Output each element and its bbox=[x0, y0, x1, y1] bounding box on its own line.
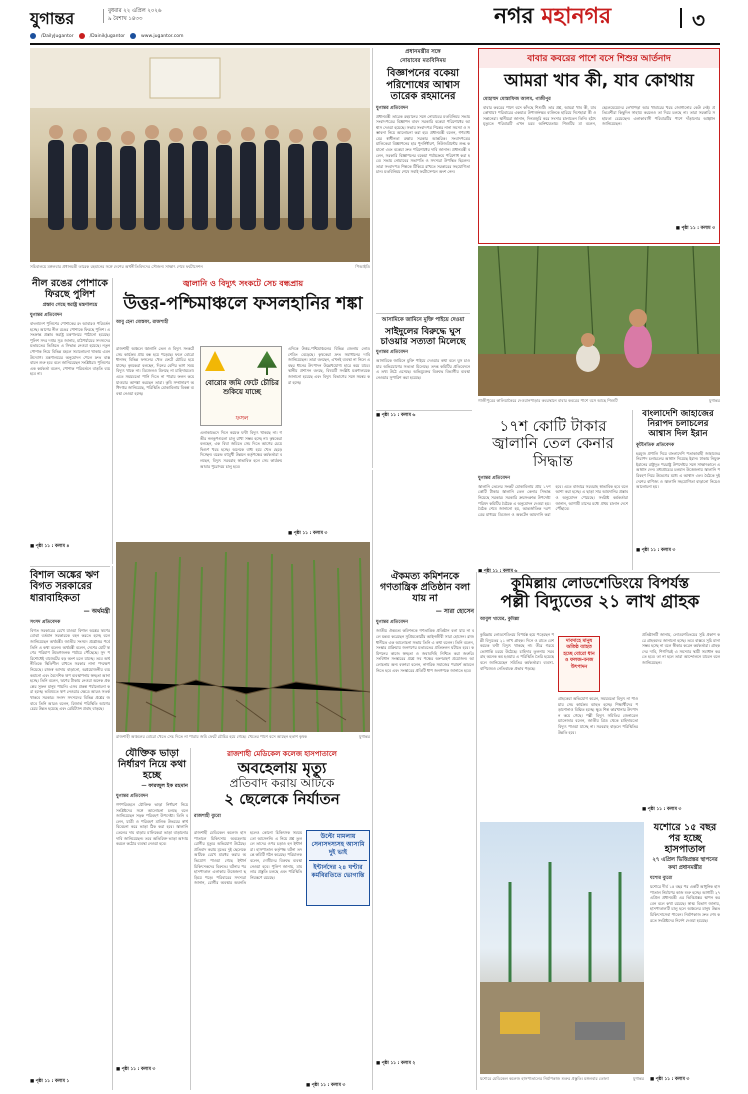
unity-body: জাতীয় ঐকমত্য কমিশনকে গণতান্ত্রিক প্রতিষ্ঠান বলা যায় না বলে মন্তব্য করেছেন সুপ্রিমকোর্টের আইনজীবী সারা হোসেন। রাজধানীতে এক আলোচনা সভায় তিনি এ কথা বলেন। তিনি বলেন, সংস্কার প্রক্রিয়ায় জনগণের মতামতের প্রতিফলন ঘটাতে হবে। কমিশনের কাজে স্বচ্ছতা ও জবাবদিহি নিশ্চিত করা জরুরি। সংবিধান সংস্কারের প্রশ্নে সব পক্ষের অংশগ্রহণ প্রয়োজন। আলোচনায় অন্য বক্তারা বলেন, নাগরিক সমাজের পরামর্শ আমলে নিতে হবে এবং সংস্কারের প্রতিটি ধাপ জনগণকে জানাতে হবে। bbox=[376, 628, 474, 673]
youtube-icon bbox=[79, 33, 85, 39]
hospital-continuation[interactable]: ■ পৃষ্ঠা ১১ : কলাম ৩ bbox=[306, 1083, 346, 1088]
fare-headline: যৌক্তিক ভাড়া নির্ধারণ নিয়ে কথা হচ্ছে bbox=[117, 748, 187, 782]
tarek-sub-body: আসামিকে জামিনে মুক্তি পাইয়ে দেওয়ার কথা বলে ঘুস চাওয়ার অভিযোগের সত্যতা মিলেছে। তদন্ত কমিটির প্রতিবেদনে এ তথ্য উঠে এসেছে। অভিযুক্তের বিরুদ্ধে বিভাগীয় ব্যবস্থা নেওয়ার সুপারিশ করা হয়েছে। bbox=[376, 358, 470, 380]
social-link-website[interactable]: www.jugantor.com bbox=[141, 33, 184, 39]
social-link-facebook[interactable]: /DailyJugantor bbox=[41, 33, 74, 39]
tarek-sub-byline: যুগান্তর প্রতিবেদন bbox=[376, 350, 409, 356]
construction-site-illustration bbox=[480, 822, 644, 1074]
hospital-body-extra bbox=[306, 910, 370, 1078]
iran-story bbox=[636, 410, 720, 570]
police-headline: নীল রঙের পোশাকে ফিরছে পুলিশ bbox=[32, 278, 108, 301]
fare-author: — ফারজুল ইক রহমান bbox=[141, 783, 188, 790]
section-title-nagar: নগর bbox=[494, 4, 534, 29]
top-photo-caption: সচিবালয়ে মঙ্গলবার প্রধানমন্ত্রী তারেক রহমানের সঙ্গে দেশের অর্থনীতিবিদদের সৌজন্য সাক্ষাৎ শেষে ফটোসেশন পিআইডি bbox=[30, 264, 370, 269]
crop-photo bbox=[116, 542, 370, 732]
tarek-story bbox=[376, 48, 470, 468]
debt-continuation[interactable]: ■ পৃষ্ঠা ১১ : কলাম ১ bbox=[30, 1078, 70, 1084]
debt-headline: বিশাল অঙ্কের ঋণ বিগত সরকারের ধারাবাহিকতা bbox=[30, 570, 99, 604]
debt-byline: সংসদ প্রতিবেদক bbox=[30, 619, 61, 625]
logo-divider bbox=[103, 9, 104, 23]
cracked-field-illustration bbox=[116, 542, 370, 732]
hospital-headline-3: ২ ছেলেকে নির্যাতন bbox=[224, 790, 340, 809]
tarek-kicker-2: নোয়াবের মতবিনিময় bbox=[400, 58, 446, 64]
crop-body-1: রাজশাহী অঞ্চলে জ্বালানি তেল ও বিদ্যুৎ সংকটে সেচ কার্যক্রম প্রায় বন্ধ হয়ে পড়েছে। ফলে বোরো ধানসহ বিভিন্ন ফসলের খেত ফেটে চৌচির হয়ে যাচ্ছে। কৃষকেরা বলছেন, দিনের বেশির ভাগ সময় বিদ্যুৎ থাকে না। ডিজেলও মিলছে না চাহিদামতো। এতে সময়মতো পানি দিতে না পারায় ফলন কমে যাওয়ার আশঙ্কা করছেন তারা। কৃষি সম্প্রসারণ অধিদপ্তর জানিয়েছে, পরিস্থিতি মোকাবিলায় বিকল্প ব্যবস্থা নেওয়া হচ্ছে। bbox=[116, 346, 194, 396]
debt-author: — অর্থমন্ত্রী bbox=[83, 607, 110, 615]
crop-inset-warning-icon bbox=[205, 351, 225, 371]
baba-body: বাবার কবরের পাশে বসে কাঁদছে শিশুটি। তার প্রশ্ন, আমরা খাব কী, যাব কোথায়? পরিবারের একমাত্র উপার্জনক্ষম ব্যক্তিকে হারিয়ে দিশেহারা স্ত্রী ও সন্তানেরা। স্থানীয়রা জানান, দিনমজুরি করে সংসার চালাতেন তিনি। হঠাৎ মৃত্যুতে পরিবারটি এখন চরম অনিশ্চয়তায়। শিশুটির মা বলেন, ছেলেমেয়েদের লেখাপড়া আর খাবারের খরচ জোগানোর কেউ নেই। প্রতিবেশীরা কিছুদিন সাহায্য করলেও তা দিয়ে চলছে না। তারা সরকারি সহায়তা চেয়েছেন। এলাকাবাসী পরিবারটির পাশে দাঁড়ানোর আহ্বান জানিয়েছেন। bbox=[483, 104, 715, 127]
fare-story bbox=[116, 748, 188, 1090]
hospital-headline-2: প্রতিবাদ করায় আটকে bbox=[229, 776, 335, 791]
jessore-sub: ২৭ এপ্রিল ভিত্তিপ্রস্তর স্থাপনের কথা প্রধানমন্ত্রীর bbox=[652, 857, 718, 872]
divider-fare bbox=[190, 748, 191, 1090]
jessore-story bbox=[650, 822, 720, 1090]
iran-headline: বাংলাদেশি জাহাজের নিরাপদ চলাচলের আশ্বাস দিল ইরান bbox=[642, 409, 714, 439]
tarek-sub-headline: সাইদুলের বিরুদ্ধে ঘুস চাওয়ার সত্যতা মিলেছে bbox=[380, 326, 466, 347]
comilla-top-rule bbox=[478, 572, 720, 573]
baba-caption: গাজীপুরের কালিয়াকৈরে দেওয়ানপাড়ার কবরস্থানে বাবার কবরের পাশে বসে আছে শিশুটি যুগান্তর bbox=[478, 398, 720, 403]
unity-headline: ঐকমত্য কমিশনকে গণতান্ত্রিক প্রতিষ্ঠান বলা যায় না bbox=[380, 571, 470, 604]
group-photo-illustration bbox=[30, 48, 370, 262]
fare-body: গণপরিবহনে যৌক্তিক ভাড়া নির্ধারণ নিয়ে সংশ্লিষ্টদের সঙ্গে আলোচনা চলছে বলে জানিয়েছেন সড়ক পরিবহণ উপদেষ্টা। তিনি বলেন, যাত্রী ও পরিবহণ মালিক উভয়ের স্বার্থ বিবেচনা করে ভাড়া ঠিক করা হবে। জ্বালানি তেলের দাম বাড়ায় মালিকেরা ভাড়া বাড়ানোর দাবি জানিয়েছেন। তবে অতিরিক্ত ভাড়া আদায় করলে কঠোর ব্যবস্থা নেওয়া হবে। bbox=[116, 802, 188, 847]
tarek-headline: বিজ্ঞাপনের বকেয়া পরিশোধের আশ্বাস তারেক রহমানের bbox=[386, 68, 460, 102]
comilla-byline: আবুল খায়ের, কুমিল্লা bbox=[480, 617, 520, 623]
hospital-pullquote-2: ইন্টার্নদের ২৪ ঘণ্টার কর্মবিরতিতে ভোগান্তি bbox=[311, 864, 365, 879]
divider-debt bbox=[30, 566, 110, 567]
child-at-grave-illustration bbox=[478, 246, 720, 396]
hospital-body: রাজশাহী মেডিকেল কলেজ হাসপাতালে চিকিৎসায় অবহেলায় রোগীর মৃত্যুর অভিযোগ উঠেছে। প্রতিবাদ করায় মৃতের দুই ছেলেকে আটকে রেখে মারধর করার অভিযোগ পাওয়া গেছে ইন্টার্ন চিকিৎসকদের বিরুদ্ধে। ঘটনার পর হাসপাতাল এলাকায় উত্তেজনা ছড়িয়ে পড়ে। পরিবারের সদস্যরা জানান, রোগীর অবস্থার অবনতি হলেও কোনো চিকিৎসক সময়মতো আসেননি। এ নিয়ে প্রশ্ন তুললে তাদের ওপর চড়াও হন ইন্টার্নরা। হাসপাতাল কর্তৃপক্ষ ঘটনা তদন্তে কমিটি গঠন করেছে। পরিচালক বলেন, দোষীদের বিরুদ্ধে ব্যবস্থা নেওয়া হবে। পুলিশ জানায়, মামলার প্রস্তুতি চলছে এবং পরিস্থিতি নিয়ন্ত্রণে রয়েছে। bbox=[194, 830, 302, 886]
crop-byline: আবু হেনা মোস্তফা, রাজশাহী bbox=[116, 320, 169, 326]
jessore-body: যশোরে দীর্ঘ ১৫ বছর পর একটি আধুনিক হাসপাতাল নির্মাণের কাজ শুরু হচ্ছে। আগামী ২৭ এপ্রিল প্রধানমন্ত্রী এর ভিত্তিপ্রস্তর স্থাপন করবেন বলে কথা রয়েছে। স্বাস্থ্য বিভাগ জানায়, হাসপাতালটি চালু হলে অঞ্চলের মানুষ উন্নত চিকিৎসাসেবা পাবেন। নির্মাণকাজ দ্রুত শেষ করতে সংশ্লিষ্টদের নির্দেশ দেওয়া হয়েছে। bbox=[650, 884, 720, 923]
unity-byline: যুগান্তর প্রতিবেদন bbox=[376, 620, 409, 626]
tarek-sub-rule bbox=[376, 313, 470, 314]
jessore-photo bbox=[480, 822, 644, 1074]
comilla-body-2: গ্রাহকেরা অভিযোগ করেন, সময়মতো বিদ্যুৎ না পাওয়ায় সেচ কার্যক্রম ব্যাহত হচ্ছে। শিক্ষার্থীদের পড়াশোনাও বিঘ্নিত হচ্ছে। ক্ষুদ্র শিল্প কারখানার উৎপাদন কমে গেছে। পল্লী বিদ্যুৎ সমিতির জেনারেল ম্যানেজার বলেন, জাতীয় গ্রিড থেকে চাহিদামতো বিদ্যুৎ পাওয়া যাচ্ছে না। সরবরাহ বাড়লে পরিস্থিতির উন্নতি হবে। bbox=[558, 696, 638, 735]
jessore-headline: যশোরে ১৫ বছর পর হচ্ছে হাসপাতাল bbox=[653, 822, 717, 856]
social-link-youtube[interactable]: /DainikJugantor bbox=[89, 33, 126, 39]
iran-body: হরমুজ প্রণালি দিয়ে বাংলাদেশি পতাকাবাহী জাহাজের নিরাপদ চলাচলের আশ্বাস দিয়েছে ইরান। ঢাকায় নিযুক্ত ইরানের রাষ্ট্রদূত পররাষ্ট্র উপদেষ্টার সঙ্গে সাক্ষাৎকালে এ আশ্বাস দেন। মধ্যপ্রাচ্যের চলমান উত্তেজনায় জ্বালানি পরিবহণ নিয়ে উদ্বেগের মধ্যে এ আশ্বাস এল। বৈঠকে দুই দেশের বাণিজ্য ও জ্বালানি সহযোগিতা বাড়ানো নিয়েও আলোচনা হয়। bbox=[636, 450, 720, 490]
fare-byline: যুগান্তর প্রতিবেদন bbox=[116, 794, 149, 800]
police-kicker: প্রস্তাব গেছে স্বরাষ্ট্র মন্ত্রণালয়ে bbox=[42, 303, 98, 309]
unity-story bbox=[376, 572, 474, 1090]
police-body: বাংলাদেশ পুলিশের পোশাকের রং আবারও পরিবর্তন হচ্ছে। আগের নীল রঙের পোশাকে ফিরছে পুলিশ। এ সংক্রান্ত প্রস্তাব স্বরাষ্ট্র মন্ত্রণালয়ে পাঠানো হয়েছে। পুলিশ সদর দপ্তর সূত্র জানায়, মাঠপর্যায়ের সদস্যদের মতামতের ভিত্তিতে এ সিদ্ধান্ত নেওয়া হয়েছে। নতুন পোশাক নিয়ে বিভিন্ন মহলে সমালোচনা থাকায় এমন উদ্যোগ। মন্ত্রণালয়ের অনুমোদন পেলে দ্রুত বাস্তবায়ন শুরু হবে বলে জানিয়েছেন সংশ্লিষ্টরা। পুলিশের এক কর্মকর্তা বলেন, পোশাক পরিবর্তনে বাড়তি ব্যয় হবে না। bbox=[30, 321, 110, 377]
section-title bbox=[494, 4, 611, 30]
masthead bbox=[0, 0, 748, 44]
divider-unity bbox=[372, 470, 373, 1090]
top-photo-credit: পিআইডি bbox=[355, 264, 370, 269]
debt-story bbox=[30, 570, 110, 1090]
jessore-byline: যশোর ব্যুরো bbox=[650, 876, 673, 882]
crop-body-3: এদিকে উত্তর-পশ্চিমাঞ্চলের বিভিন্ন জেলায় লোডশেডিং বেড়েছে। কৃষকেরা দ্রুত সমাধানের দাবি জানিয়েছেন। তারা বলছেন, এখনই ব্যবস্থা না নিলে এ বছর ধানের উৎপাদন উল্লেখযোগ্য হারে কমে যাবে। স্থানীয় প্রশাসন বলছে, বিষয়টি সংশ্লিষ্ট মন্ত্রণালয়কে জানানো হয়েছে এবং বিদ্যুৎ বিভাগের সঙ্গে সমন্বয় করা হচ্ছে। bbox=[288, 346, 370, 385]
hospital-story bbox=[194, 748, 370, 1090]
crop-caption: রাজশাহী অঞ্চলের বোরো খেতে সেচ দিতে না পারায় জমি ফেটে চৌচির হয়ে গেছে। খেতের পাশে বসে আছেন হতাশ কৃষক যুগান্তর bbox=[116, 734, 370, 739]
section-divider bbox=[680, 8, 682, 28]
jessore-continuation[interactable]: ■ পৃষ্ঠা ১১ : কলাম ৩ bbox=[650, 1077, 690, 1083]
oil-body: জ্বালানি তেলের সংকট মোকাবিলায় প্রায় ১৭শ কোটি টাকার জ্বালানি তেল কেনার সিদ্ধান্ত নিয়েছে সরকার। সরকারি ক্রয়সংক্রান্ত উপদেষ্টা পরিষদ কমিটির বৈঠকে এ অনুমোদন দেওয়া হয়। বৈঠক শেষে জানানো হয়, আন্তর্জাতিক দরপত্রের মাধ্যমে ডিজেল ও অকটেন আমদানি করা হবে। এতে বাজারে সরবরাহ স্বাভাবিক হবে বলে আশা করা হচ্ছে। এ ছাড়া সার আমদানির প্রস্তাবও অনুমোদন পেয়েছে। সংশ্লিষ্ট কর্মকর্তারা জানান, আগামী মাসের মধ্যে প্রথম চালান দেশে পৌঁছাবে। bbox=[478, 483, 628, 517]
crop-inset bbox=[200, 346, 282, 426]
crop-credit: যুগান্তর bbox=[358, 734, 370, 739]
unity-continuation[interactable]: ■ পৃষ্ঠা ১১ : কলাম ২ bbox=[376, 1061, 416, 1067]
tarek-body: প্রধানমন্ত্রী তারেক রহমানের সঙ্গে নোয়াবের মতবিনিময় সভায় সংবাদপত্রের বিজ্ঞাপন বাবদ সরকারি বকেয়া পরিশোধের আশ্বাস দেওয়া হয়েছে। সভায় সংবাদপত্র শিল্পের নানা সমস্যা ও সম্ভাবনা নিয়ে আলোচনা করা হয়। প্রধানমন্ত্রী বলেন, গণমাধ্যমের স্বাধীনতা রক্ষায় সরকার আন্তরিক। সংবাদপত্রের মালিকেরা বিজ্ঞাপনের হার পুনর্নির্ধারণ, নিউজপ্রিন্টের শুল্ক কমানো এবং বকেয়া দ্রুত পরিশোধের দাবি জানান। প্রধানমন্ত্রী বলেন, সরকারি বিজ্ঞাপনের বকেয়া পর্যায়ক্রমে পরিশোধ করা হবে। সভায় নোয়াবের সভাপতি ও সদস্যরা উপস্থিত ছিলেন। তারা সংবাদপত্র শিল্পকে টিকিয়ে রাখতে সরকারের সহযোগিতা চান। মতবিনিময় শেষে সবাই ফটোসেশনে অংশ নেন। bbox=[376, 113, 470, 175]
baba-kicker: বাবার কবরের পাশে বসে শিশুর আর্তনাদ bbox=[479, 49, 719, 68]
fare-continuation[interactable]: ■ পৃষ্ঠা ১১ : কলাম ৩ bbox=[116, 1067, 156, 1073]
hospital-byline: রাজশাহী ব্যুরো bbox=[194, 814, 221, 820]
section-title-mohanagar: মহানগর bbox=[541, 4, 612, 29]
hospital-headline-1: অবহেলায় মৃত্যু bbox=[237, 759, 327, 777]
tarek-byline: যুগান্তর প্রতিবেদন bbox=[376, 105, 409, 111]
baba-byline: মোহাম্মদ মোস্তাফিজ আলম, গাজীপুর bbox=[483, 96, 551, 102]
crop-inset-title: বোরোর জমি ফেটে চৌচির শুকিয়ে যাচ্ছে bbox=[205, 379, 279, 396]
tarek-sub-kicker: আসামিকে জামিনে মুক্তি পাইয়ে দেওয়া bbox=[381, 316, 465, 323]
oil-byline: যুগান্তর প্রতিবেদন bbox=[478, 475, 511, 481]
crop-continuation[interactable]: ■ পৃষ্ঠা ১১ : কলাম ৩ bbox=[288, 531, 328, 536]
divider-oil-iran bbox=[632, 410, 633, 570]
masthead-rule bbox=[30, 43, 720, 45]
date-line-1: বুধবার ২২ এপ্রিল ২০২৬ bbox=[108, 8, 162, 14]
oil-headline: ১৭শ কোটি টাকার জ্বালানি তেল কেনার সিদ্ধান্ত bbox=[492, 417, 614, 470]
baba-continuation[interactable]: ■ পৃষ্ঠা ১১ : কলাম ৩ bbox=[675, 225, 715, 231]
comilla-body-3: প্রতিষ্ঠানটি জানায়, লোডশেডিংয়ের সূচি প্রকাশ করে গ্রাহকদের জানানো হচ্ছে। তবে বাস্তবে সূচি মানা সম্ভব হচ্ছে না বলে স্বীকার করেন কর্মকর্তারা। গ্রাহকদের দাবি, শিগগিরই এ সমস্যার স্থায়ী সমাধান করতে হবে। তা না হলে তারা আন্দোলনে যাবেন বলে জানিয়েছেন। bbox=[642, 632, 720, 665]
divider-tarek bbox=[372, 48, 373, 468]
date-line-2: ৯ বৈশাখ ১৪৩৩ bbox=[108, 16, 143, 22]
baba-headline: আমরা খাব কী, যাব কোথায় bbox=[504, 71, 694, 91]
crop-headline: উত্তর-পশ্চিমাঞ্চলে ফসলহানির শঙ্কা bbox=[123, 294, 363, 314]
comilla-inset: দাবদাহে মানুষ অতিষ্ঠ ব্যাহত হচ্ছে বোরো ধান ও ফলজ-বনজ উৎপাদন bbox=[558, 636, 600, 692]
oil-story bbox=[478, 410, 628, 570]
jessore-caption: যশোরে মেডিকেল কলেজ হাসপাতালের নির্মাণকাজ শুরুর প্রস্তুতি। মঙ্গলবার তোলা যুগান্তর bbox=[480, 1076, 644, 1081]
jessore-credit: যুগান্তর bbox=[632, 1076, 644, 1081]
crop-inset-plant-icon bbox=[257, 351, 277, 375]
police-byline: যুগান্তর প্রতিবেদন bbox=[30, 313, 63, 319]
social-bar bbox=[30, 32, 200, 40]
comilla-continuation[interactable]: ■ পৃষ্ঠা ১১ : কলাম ৩ bbox=[642, 807, 682, 812]
unity-author: — সারা হোসেন bbox=[435, 608, 474, 616]
hospital-pullquote-divider bbox=[309, 860, 367, 861]
tarek-sub-continuation[interactable]: ■ পৃষ্ঠা ১১ : কলাম ৬ bbox=[376, 413, 416, 419]
iran-byline: কূটনৈতিক প্রতিবেদক bbox=[636, 442, 675, 448]
hospital-kicker: রাজশাহী মেডিকেল কলেজ হাসপাতালে bbox=[227, 750, 337, 758]
globe-icon bbox=[130, 33, 136, 39]
comilla-headline-2: পল্লী বিদ্যুতের ২১ লাখ গ্রাহক bbox=[500, 591, 700, 612]
police-continuation[interactable]: ■ পৃষ্ঠা ১১ : কলাম ৪ bbox=[30, 544, 70, 550]
comilla-story bbox=[480, 576, 720, 816]
divider-oil bbox=[376, 410, 472, 411]
tarek-kicker-1: প্রধানমন্ত্রীর সঙ্গে bbox=[405, 49, 441, 55]
divider-police bbox=[112, 278, 113, 564]
baba-story bbox=[478, 48, 720, 244]
iran-continuation[interactable]: ■ পৃষ্ঠা ১১ : কলাম ৩ bbox=[636, 547, 676, 553]
logo: যুগান্তর bbox=[30, 9, 75, 28]
facebook-icon bbox=[30, 33, 36, 39]
police-story bbox=[30, 278, 110, 564]
hospital-pullquote-box bbox=[306, 830, 370, 906]
baba-credit: যুগান্তর bbox=[708, 398, 720, 403]
page-number: ৩ bbox=[692, 8, 706, 32]
crop-kicker: জ্বালানি ও বিদ্যুৎ সংকটে সেচ বন্ধপ্রায় bbox=[182, 279, 304, 288]
divider-comilla bbox=[476, 572, 477, 1090]
comilla-body-1: কুমিল্লায় লোডশেডিংয়ে বিপর্যস্ত হয়ে পড়েছেন পল্লী বিদ্যুতের ২১ লাখ গ্রাহক। দিনে ও রাতে বেশ কয়েক ঘণ্টা বিদ্যুৎ থাকছে না। তীব্র গরমে ভোগান্তি চরমে উঠেছে। চাহিদার তুলনায় সরবরাহ অনেক কম হওয়ায় এ পরিস্থিতি তৈরি হয়েছে বলে জানিয়েছেন সমিতির কর্মকর্তারা। ব্যবসা-বাণিজ্যেও নেতিবাচক প্রভাব পড়ছে। bbox=[480, 632, 554, 671]
crop-story bbox=[116, 278, 370, 540]
hospital-pullquote-1: উল্টো মামলায় সেনাসদস্যসহ আসামি দুই ভাই bbox=[311, 833, 365, 856]
baba-photo bbox=[478, 246, 720, 396]
top-photo bbox=[30, 48, 370, 262]
divider-debt-vert bbox=[112, 566, 113, 1090]
crop-body-2: এলাকাভেদে দিনে কয়েক ঘণ্টা বিদ্যুৎ থাকছে না। গভীর নলকূপগুলো চালু রাখা সম্ভব হচ্ছে না। কৃষকেরা বলছেন, এক বিঘা জমিতে সেচ দিতে আগের চেয়ে দ্বিগুণ খরচ হচ্ছে। অনেকে বাধ্য হয়ে খেত ছেড়ে দিচ্ছেন। বরেন্দ্র বহুমুখী উন্নয়ন কর্তৃপক্ষের কর্মকর্তারা বলছেন, বিদ্যুৎ সরবরাহ স্বাভাবিক হলে সেচ কার্যক্রম আবার পুরোদমে চালু হবে। bbox=[200, 430, 282, 469]
comilla-headline-1: কুমিল্লায় লোডশেডিংয়ে বিপর্যস্ত bbox=[511, 576, 689, 592]
crop-inset-label: ফসল bbox=[235, 415, 249, 422]
debt-body: বিগত সরকারের রেখে যাওয়া বিশাল অঙ্কের ঋণের বোঝা বর্তমান সরকারকে বহন করতে হচ্ছে বলে জানিয়েছেন অর্থমন্ত্রী। জাতীয় সংসদে প্রশ্নোত্তর পর্বে তিনি এ কথা বলেন। অর্থমন্ত্রী বলেন, দেশের মোট ঋণের পরিমাণ উদ্বেগজনক পর্যায়ে পৌঁছেছে। সুদ পরিশোধেই বাজেটের বড় অংশ চলে যাচ্ছে। তবে অর্থনীতিকে স্থিতিশীল রাখতে সরকার নানা পদক্ষেপ নিয়েছে। রাজস্ব আদায় বাড়ানো, অপ্রয়োজনীয় ব্যয় কমানো এবং বৈদেশিক ঋণ ব্যবস্থাপনায় স্বচ্ছতা আনা হচ্ছে। তিনি বলেন, ঋণের টাকায় নেওয়া অনেক প্রকল্পের সুফল মানুষ পায়নি। এসব প্রকল্প পর্যালোচনা করা হচ্ছে। ভবিষ্যতে ঋণ নেওয়ার ক্ষেত্রে আরও সতর্ক থাকবে সরকার। সংসদ সদস্যদের বিভিন্ন প্রশ্নের জবাবে তিনি আরও বলেন, রিজার্ভ পরিস্থিতি আগের চেয়ে উন্নত হয়েছে এবং রেমিট্যান্স প্রবাহ বাড়ছে। bbox=[30, 627, 110, 712]
